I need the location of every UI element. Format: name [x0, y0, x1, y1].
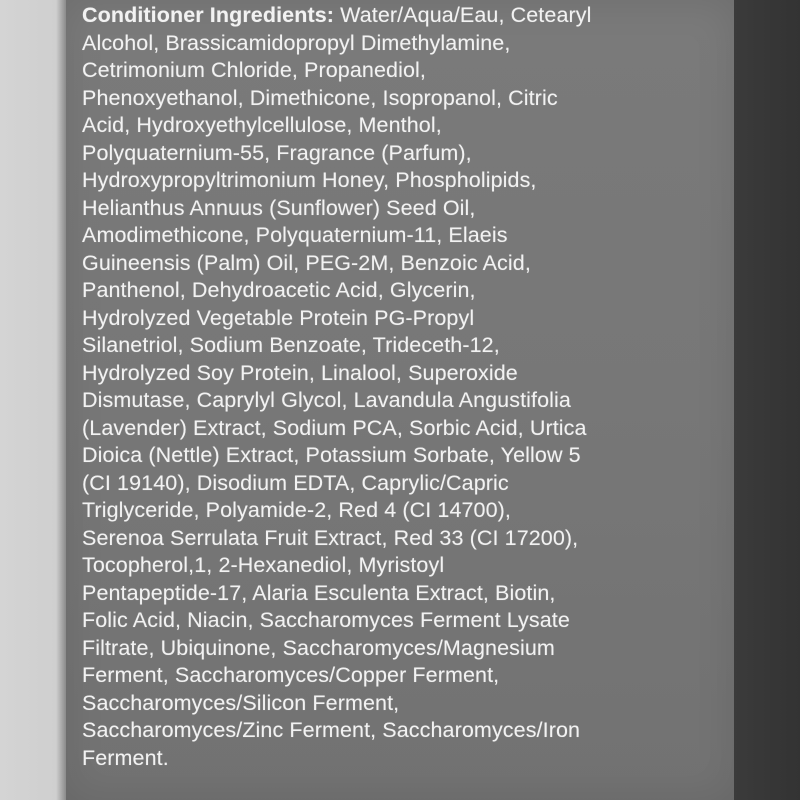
ingredients-line: Phenoxyethanol, Dimethicone, Isopropanol, Citric	[82, 85, 558, 110]
ingredients-line: Saccharomyces/Zinc Ferment, Saccharomyces/Iron	[82, 718, 581, 742]
ingredients-line: Guineensis (Palm) Oil, PEG-2M, Benzoic Acid,	[82, 250, 531, 275]
ingredients-line: Pentapeptide-17, Alaria Esculenta Extract, Biotin,	[82, 580, 556, 605]
ingredients-line: Folic Acid, Niacin, Saccharomyces Ferment Lysate	[82, 608, 570, 632]
ingredients-line	[82, 2, 732, 30]
ingredients-line: Ferment, Saccharomyces/Copper Ferment,	[82, 663, 500, 687]
ingredients-line: Hydrolyzed Vegetable Protein PG-Propyl	[82, 305, 475, 330]
left-background	[0, 0, 66, 800]
ingredients-line: Polyquaternium-55, Fragrance (Parfum),	[82, 140, 472, 165]
ingredients-line: (Lavender) Extract, Sodium PCA, Sorbic Acid, Urtica	[82, 415, 587, 440]
ingredients-line: Triglyceride, Polyamide-2, Red 4 (CI 14700),	[82, 498, 512, 522]
ingredients-line: Helianthus Annuus (Sunflower) Seed Oil,	[82, 195, 476, 220]
ingredients-line: Alcohol, Brassicamidopropyl Dimethylamine,	[82, 30, 511, 55]
ingredients-line: Tocopherol,1, 2-Hexanediol, Myristoyl	[82, 553, 445, 577]
ingredients-line: Dismutase, Caprylyl Glycol, Lavandula Angustifolia	[82, 388, 571, 412]
ingredients-line: Panthenol, Dehydroacetic Acid, Glycerin,	[82, 278, 476, 302]
ingredients-line: Acid, Hydroxyethylcellulose, Menthol,	[82, 113, 442, 137]
ingredients-line: Serenoa Serrulata Fruit Extract, Red 33 (CI 17200),	[82, 525, 579, 550]
ingredients-line: Hydrolyzed Soy Protein, Linalool, Superoxide	[82, 360, 518, 385]
ingredients-line: Silanetriol, Sodium Benzoate, Trideceth-12,	[82, 333, 500, 357]
ingredients-text-block	[82, 2, 732, 772]
ingredients-line: Amodimethicone, Polyquaternium-11, Elaeis	[82, 223, 508, 247]
ingredients-line: Ferment.	[82, 745, 169, 770]
ingredients-line: Dioica (Nettle) Extract, Potassium Sorbate, Yellow 5	[82, 443, 581, 467]
ingredients-line: Hydroxypropyltrimonium Honey, Phospholipids,	[82, 168, 537, 192]
ingredients-line: (CI 19140), Disodium EDTA, Caprylic/Capric	[82, 470, 509, 495]
ingredients-line: Cetrimonium Chloride, Propanediol,	[82, 58, 426, 82]
ingredients-line: Filtrate, Ubiquinone, Saccharomyces/Magnesium	[82, 635, 555, 660]
ingredients-heading: Conditioner Ingredients:	[82, 3, 335, 27]
ingredients-line: Saccharomyces/Silicon Ferment,	[82, 690, 400, 715]
ingredients-line-text: Water/Aqua/Eau, Cetearyl	[340, 3, 592, 27]
right-background	[734, 0, 800, 800]
